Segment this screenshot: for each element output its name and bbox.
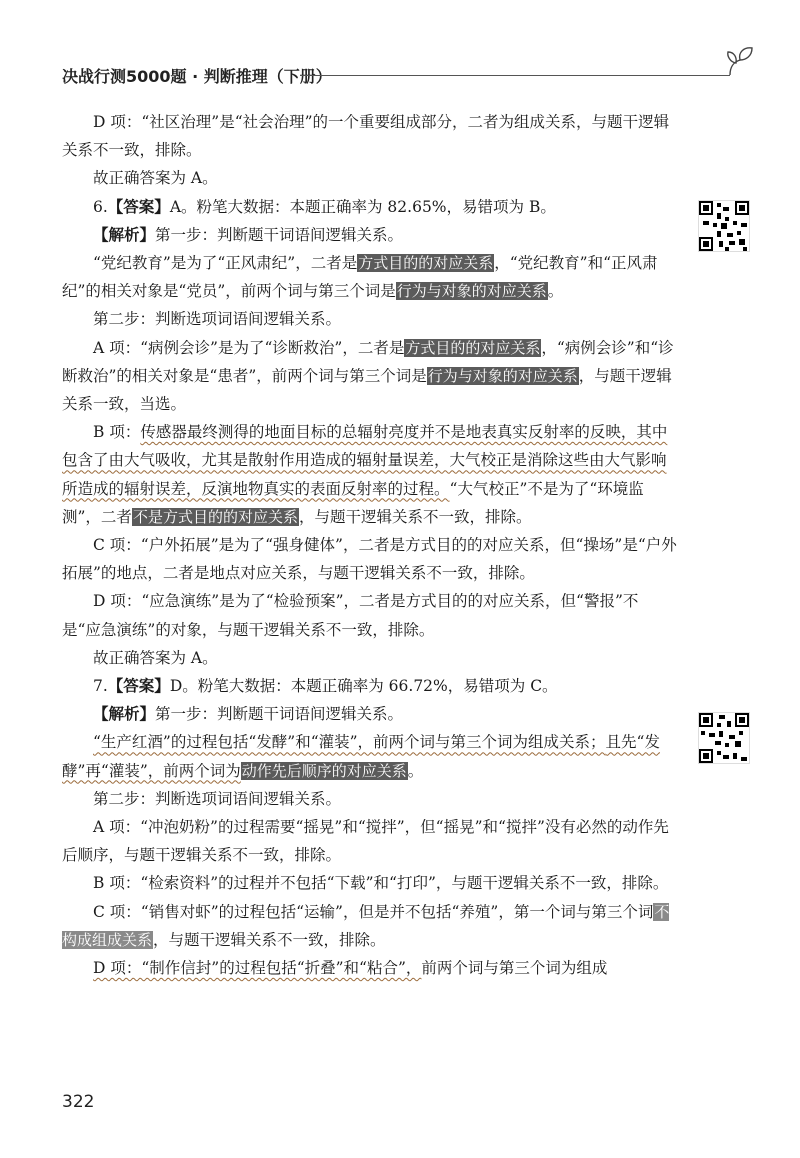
paragraph: “生产红酒”的过程包括“发酵”和“灌装”，前两个词与第三个词为组成关系；且先“发酵”再“灌装”，前两个词为动作先后顺序的对应关系。 xyxy=(62,733,660,780)
paragraph: C 项：“户外拓展”是为了“强身健体”，二者是方式目的的对应关系，但“操场”是“户外拓展”的地点，二者是地点对应关系，与题干逻辑关系不一致，排除。 xyxy=(62,536,677,583)
wavy-underline: 且先“发酵”再“灌装”，前两个词为 xyxy=(62,733,660,780)
qr-code-icon xyxy=(698,200,750,252)
paragraph: 第二步：判断选项词语间逻辑关系。 xyxy=(93,789,342,808)
paragraph: D 项：“社区治理”是“社会治理”的一个重要组成部分，二者为组成关系，与题干逻辑关系不一致，排除。 xyxy=(62,113,670,160)
paragraph: D 项：“应急演练”是为了“检验预案”，二者是方式目的的对应关系，但“警报”不是“应急演练”的对象，与题干逻辑关系不一致，排除。 xyxy=(62,592,639,639)
wavy-underline: 传感器最终测得的地面目标的总辐射亮度并不是地表真实反射率的反映，其中包含了由大气吸收，尤其是散射作用造成的辐射量误差，大气校正是消除这些由大气影响所造成的辐射误差，反演地物真实的表面反射率的过程。 xyxy=(62,423,668,498)
wavy-underline: “生产红酒”的过程包括“发酵”和“灌装”，前两个词与第三个词为组成关系； xyxy=(93,733,606,752)
paragraph: D 项：“制作信封”的过程包括“折叠”和“粘合”，前两个词与第三个词为组成 xyxy=(93,959,608,978)
paragraph: C 项：“销售对虾”的过程包括“运输”，但是并不包括“养殖”，第一个词与第三个词不构成组成关系，与题干逻辑关系不一致，排除。 xyxy=(62,902,670,949)
paragraph: A 项：“病例会诊”是为了“诊断救治”，二者是方式目的的对应关系，“病例会诊”和“诊断救治”的相关对象是“患者”，前两个词与第三个词是行为与对象的对应关系，与题干逻辑关系一致，当选。 xyxy=(62,338,674,414)
paragraph: B 项：传感器最终测得的地面目标的总辐射亮度并不是地表真实反射率的反映，其中包含了由大气吸收，尤其是散射作用造成的辐射量误差，大气校正是消除这些由大气影响所造成的辐射误差，反演地物真实的表面反射率的过程。“大气校正”不是为了“环境监测”，二者不是方式目的的对应关系，与题干逻辑关系不一致，排除。 xyxy=(62,423,668,526)
highlight: 行为与对象的对应关系 xyxy=(396,282,547,301)
highlight: 不构成组成关系 xyxy=(62,902,670,949)
paragraph: 第二步：判断选项词语间逻辑关系。 xyxy=(93,310,342,329)
analysis-tag: 【解析】 xyxy=(93,224,156,244)
highlight: 行为与对象的对应关系 xyxy=(427,366,578,385)
analysis-line: 【解析】第一步：判断题干词语间逻辑关系。 xyxy=(93,224,404,244)
highlight: 不是方式目的的对应关系 xyxy=(132,507,298,526)
page-body xyxy=(62,108,677,982)
analysis-line: 【解析】第一步：判断题干词语间逻辑关系。 xyxy=(93,704,404,724)
analysis-tag: 【解析】 xyxy=(93,704,156,724)
wavy-underline: D 项：“制作信封”的过程包括“折叠”和“粘合”， xyxy=(93,959,422,978)
paragraph: 故正确答案为 A。 xyxy=(93,169,218,188)
paragraph: 故正确答案为 A。 xyxy=(93,648,218,667)
paragraph: A 项：“冲泡奶粉”的过程需要“摇晃”和“搅拌”，但“摇晃”和“搅拌”没有必然的动作先后顺序，与题干逻辑关系不一致，排除。 xyxy=(62,818,669,865)
answer-line-q6: 6.【答案】A。粉笔大数据：本题正确率为 82.65%，易错项为 B。 xyxy=(93,196,556,216)
paragraph: B 项：“检索资料”的过程并不包括“下载”和“打印”，与题干逻辑关系不一致，排除。 xyxy=(93,874,669,893)
qr-code-icon xyxy=(698,712,750,764)
highlight: 方式目的的对应关系 xyxy=(405,338,541,357)
running-header-title: 决战行测5000题 · 判断推理（下册） xyxy=(62,67,332,86)
sprout-icon xyxy=(722,44,758,76)
highlight: 动作先后顺序的对应关系 xyxy=(241,761,407,780)
answer-tag: 【答案】 xyxy=(107,676,170,696)
page-number: 322 xyxy=(62,1092,95,1112)
header-rule xyxy=(300,75,730,76)
highlight: 方式目的的对应关系 xyxy=(358,254,494,273)
answer-line-q7: 7.【答案】D。粉笔大数据：本题正确率为 66.72%，易错项为 C。 xyxy=(93,676,558,696)
answer-tag: 【答案】 xyxy=(107,196,170,216)
paragraph: “党纪教育”是为了“正风肃纪”，二者是方式目的的对应关系，“党纪教育”和“正风肃纪”的相关对象是“党员”，前两个词与第三个词是行为与对象的对应关系。 xyxy=(62,254,658,301)
